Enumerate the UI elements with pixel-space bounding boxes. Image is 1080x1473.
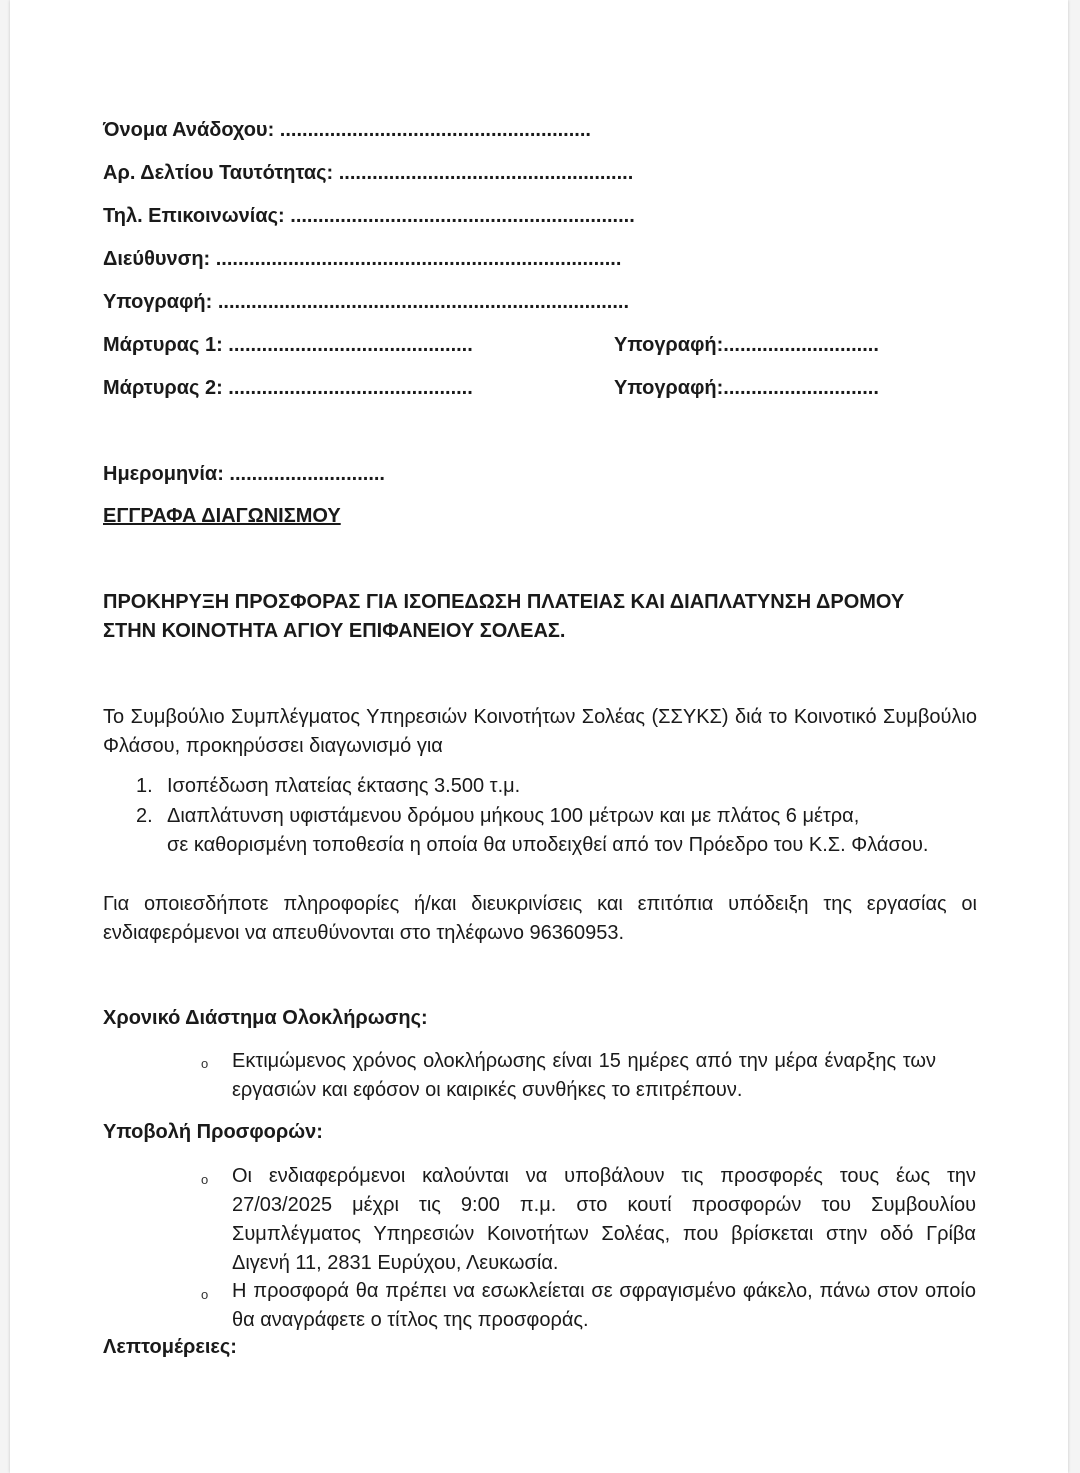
announcement-title-line-1: ΠΡΟΚΗΡΥΞΗ ΠΡΟΣΦΟΡΑΣ ΓΙΑ ΙΣΟΠΕΔΩΣΗ ΠΛΑΤΕΙΑΣ ΚΑΙ ΔΙΑΠΛΑΤΥΝΣΗ ΔΡΟΜΟΥ xyxy=(103,591,905,613)
witness-1-signature-field: Υπογραφή:............................ xyxy=(614,334,879,356)
contractor-name-field: Όνομα Ανάδοχου: ........................................................ xyxy=(103,119,591,141)
submission-item-2: Η προσφορά θα πρέπει να εσωκλείεται σε σφραγισμένο φάκελο, πάνω στον οποίο θα αναγράφετε ο τίτλος της προσφοράς. xyxy=(232,1280,976,1331)
bullet-icon: o xyxy=(201,1172,209,1187)
bullet-icon: o xyxy=(201,1287,209,1302)
phone-field: Τηλ. Επικοινωνίας: .............................................................. xyxy=(103,205,635,227)
bullet-icon: o xyxy=(201,1056,209,1071)
address-field: Διεύθυνση: ......................................................................... xyxy=(103,248,622,270)
list-item-2-text: Διαπλάτυνση υφιστάμενου δρόμου μήκους 100 μέτρων και με πλάτος 6 μέτρα, xyxy=(167,805,860,827)
details-heading: Λεπτομέρειες: xyxy=(103,1336,237,1358)
id-number-field: Αρ. Δελτίου Ταυτότητας: ..................................................... xyxy=(103,162,634,184)
section-title: ΕΓΓΡΑΦΑ ΔΙΑΓΩΝΙΣΜΟΥ xyxy=(103,505,341,527)
witness-2-signature-field: Υπογραφή:............................ xyxy=(614,377,879,399)
list-item-2-number: 2. xyxy=(136,805,153,827)
announcement-title-line-2: ΣΤΗΝ ΚΟΙΝΟΤΗΤΑ ΑΓΙΟΥ ΕΠΙΦΑΝΕΙΟΥ ΣΟΛΕΑΣ. xyxy=(103,620,566,642)
date-field: Ημερομηνία: ............................ xyxy=(103,463,385,485)
intro-paragraph: Το Συμβούλιο Συμπλέγματος Υπηρεσιών Κοινοτήτων Σολέας (ΣΣΥΚΣ) διά το Κοινοτικό Συμβούλιο Φλάσου, προκηρύσσει διαγωνισμό για xyxy=(103,706,977,757)
info-paragraph: Για οποιεσδήποτε πληροφορίες ή/και διευκρινίσεις και επιτόπια υπόδειξη της εργασίας οι ενδιαφερόμενοι να απευθύνονται στο τηλέφωνο 96360953. xyxy=(103,893,977,944)
list-item-2-continuation: σε καθορισμένη τοποθεσία η οποία θα υποδειχθεί από τον Πρόεδρο του Κ.Σ. Φλάσου. xyxy=(167,834,929,856)
witness-2-field: Μάρτυρας 2: ............................................ xyxy=(103,377,473,399)
completion-heading: Χρονικό Διάστημα Ολοκλήρωσης: xyxy=(103,1007,428,1029)
submission-heading: Υποβολή Προσφορών: xyxy=(103,1121,323,1143)
list-item-1-text: Ισοπέδωση πλατείας έκτασης 3.500 τ.μ. xyxy=(167,775,521,797)
signature-field: Υπογραφή: .......................................................................... xyxy=(103,291,630,313)
witness-1-field: Μάρτυρας 1: ............................................ xyxy=(103,334,473,356)
document-page xyxy=(10,0,1068,1473)
list-item-1-number: 1. xyxy=(136,775,153,797)
submission-item-1: Οι ενδιαφερόμενοι καλούνται να υποβάλουν τις προσφορές τους έως την 27/03/2025 μέχρι τις 9:00 π.μ. στο κουτί προσφορών του Συμβουλίου Συμπλέγματος Υπηρεσιών Κοινοτήτων Σολέας, που βρίσκεται στην οδό Γρίβα Διγενή 11, 2831 Ευρύχου, Λευκωσία. xyxy=(232,1165,976,1274)
completion-item: Εκτιμώμενος χρόνος ολοκλήρωσης είναι 15 ημέρες από την μέρα έναρξης των εργασιών και εφόσον οι καιρικές συνθήκες το επιτρέπουν. xyxy=(232,1050,936,1101)
